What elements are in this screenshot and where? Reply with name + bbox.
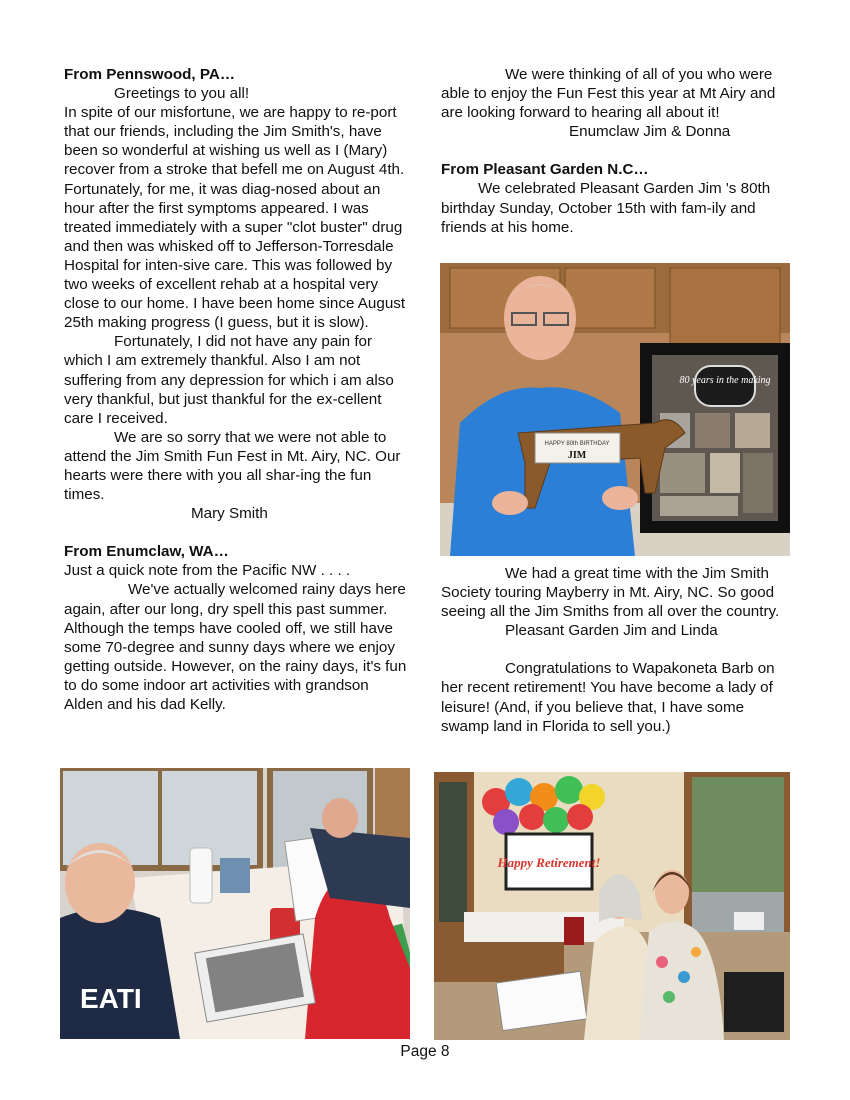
sign-line-2: JIM [567,450,587,461]
enumclaw-heading: From Enumclaw, WA… [64,543,229,561]
wapakoneta-paragraph: Congratulations to Wapakoneta Barb on her recent retirement! You have become a lady of leisure! (And, if you believe that, I have some swamp land in Florida to sell you.) [441,660,775,735]
pennswood-greeting: Greetings to you all! [114,85,250,103]
pennswood-signature: Mary Smith [191,505,268,523]
pennswood-heading: From Pennswood, PA… [64,66,236,83]
enumclaw-continued-paragraph: We were thinking of all of you who were able to enjoy the Fun Fest this year at Mt Airy and are looking forward to hearing all about it! [441,66,776,122]
retirement-banner: Happy Retirement! [497,855,601,870]
enumclaw-paragraph-1: We've actually welcomed rainy days here again, after our long, dry spell this past summer. Although the temps have cooled off, we still have some 70-degree and sunny days where we enjoy getting outside. However, on the rainy days, it's fun to do some indoor art activities with grandson Alden and his dad Kelly. [64,581,407,713]
art-activity-photo [60,768,410,1039]
pennswood-paragraph-1: In spite of our misfortune, we are happy to re-port that our friends, including the Jim Smith's, have been so wonderful at wishing us well as I (Mary) recover from a stroke that befell me on August 4th. Fortunately, for me, it was diag-nosed about an hour after the first symptoms appeared. I was treated immediately with a super "clot buster" drug and then was whisked off to Jefferson-Torresdale Hospital for inten-sive care. This was followed by two weeks of excellent rehab at a hospital very close to our home. I have been home since August 25th making progress (I guess, but it is slow). [64,104,406,332]
page-number: Page 8 [400,1043,450,1060]
birthday-photo [440,263,790,556]
pleasant-garden-signature: Pleasant Garden Jim and Linda [505,622,718,640]
retirement-photo [434,772,790,1040]
enumclaw-intro: Just a quick note from the Pacific NW . . . . [64,562,351,580]
pleasant-garden-paragraph-1: We celebrated Pleasant Garden Jim 's 80th birthday Sunday, October 15th with fam-ily and friends at his home. [441,180,771,236]
enumclaw-signature: Enumclaw Jim & Donna [569,123,731,141]
board-text: 80 years in the making [679,375,771,386]
pleasant-garden-paragraph-2: We had a great time with the Jim Smith Society touring Mayberry in Mt. Airy, NC. So good seeing all the Jim Smiths from all over the country. [441,565,780,621]
right-column-top [441,65,789,237]
left-column [64,65,408,714]
svg-text:EATI: EATI [80,983,142,1014]
pennswood-paragraph-2: Fortunately, I did not have any pain for which I am extremely thankful. Also I am not suffering from any depression for which i am also very thankful, but just thankful for the ex-cellent care I received. [64,333,394,427]
pennswood-paragraph-3: We are so sorry that we were not able to attend the Jim Smith Fun Fest in Mt. Airy, NC. Our hearts were there with you all shar-ing the fun times. [64,428,401,504]
sign-line-1: HAPPY 80th BIRTHDAY [544,441,610,447]
pleasant-garden-heading: From Pleasant Garden N.C… [441,161,649,179]
right-column-middle [441,564,789,736]
